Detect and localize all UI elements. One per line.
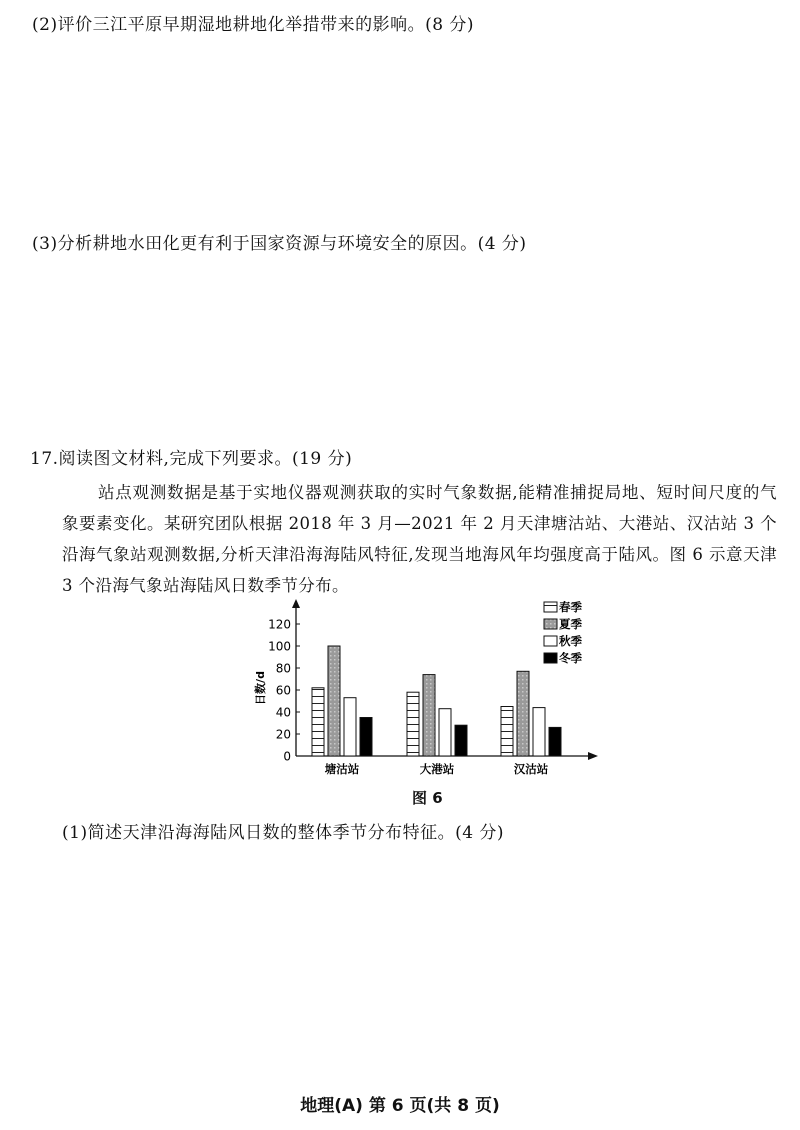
question-3: (3)分析耕地水田化更有利于国家资源与环境安全的原因。(4 分)	[32, 234, 527, 254]
bar-white	[439, 709, 451, 756]
y-tick-label: 100	[268, 639, 291, 654]
x-category-label: 汉沽站	[513, 762, 549, 776]
x-category-label: 大港站	[419, 762, 455, 776]
legend-swatch	[544, 602, 557, 612]
y-tick-label: 20	[275, 727, 291, 742]
passage-text: 站点观测数据是基于实地仪器观测获取的实时气象数据,能精准捕捉局地、短时间尺度的气象要素变化。某研究团队根据 2018 年 3 月—2021 年 2 月天津塘沽站、大港站、汉沽站 3 个沿海气象站观测数据,分析天津沿海海陆风特征,发现当地海风年均强度高于陆风。图 6 示意天津 3 个沿海气象站海陆风日数季节分布。	[62, 483, 777, 595]
question-17-header: 17.阅读图文材料,完成下列要求。(19 分)	[30, 449, 353, 469]
question-17-1: (1)简述天津沿海海陆风日数的整体季节分布特征。(4 分)	[62, 823, 505, 843]
bar-gray	[517, 671, 529, 756]
y-tick-label: 60	[275, 683, 291, 698]
legend-label: 春季	[559, 600, 582, 614]
bar-hlines	[407, 692, 419, 756]
bar-gray	[423, 675, 435, 756]
y-tick-label: 80	[275, 661, 291, 676]
bar-white	[344, 698, 356, 756]
y-axis-label: 日数/d	[254, 671, 267, 705]
x-category-label: 塘沽站	[324, 762, 360, 776]
bar-black	[549, 727, 561, 756]
y-tick-label: 0	[283, 749, 291, 764]
question-17-passage	[62, 477, 777, 601]
y-tick-label: 40	[275, 705, 291, 720]
figure-caption: 图 6	[412, 789, 443, 807]
bar-hlines	[312, 688, 324, 756]
legend-label: 夏季	[559, 617, 582, 631]
legend-label: 秋季	[559, 634, 582, 648]
y-tick-label: 120	[268, 617, 291, 632]
seasonal-bar-chart	[250, 595, 610, 785]
bar-hlines	[501, 707, 513, 757]
legend-swatch	[544, 636, 557, 646]
bar-white	[533, 708, 545, 756]
legend-label: 冬季	[559, 651, 582, 665]
bar-black	[455, 725, 467, 756]
bar-gray	[328, 646, 340, 756]
legend-swatch	[544, 619, 557, 629]
question-2: (2)评价三江平原早期湿地耕地化举措带来的影响。(8 分)	[32, 15, 475, 35]
y-axis-arrow	[292, 599, 300, 608]
x-axis-arrow	[588, 752, 598, 760]
page-footer: 地理(A) 第 6 页(共 8 页)	[300, 1096, 500, 1116]
legend-swatch	[544, 653, 557, 663]
bar-black	[360, 718, 372, 757]
